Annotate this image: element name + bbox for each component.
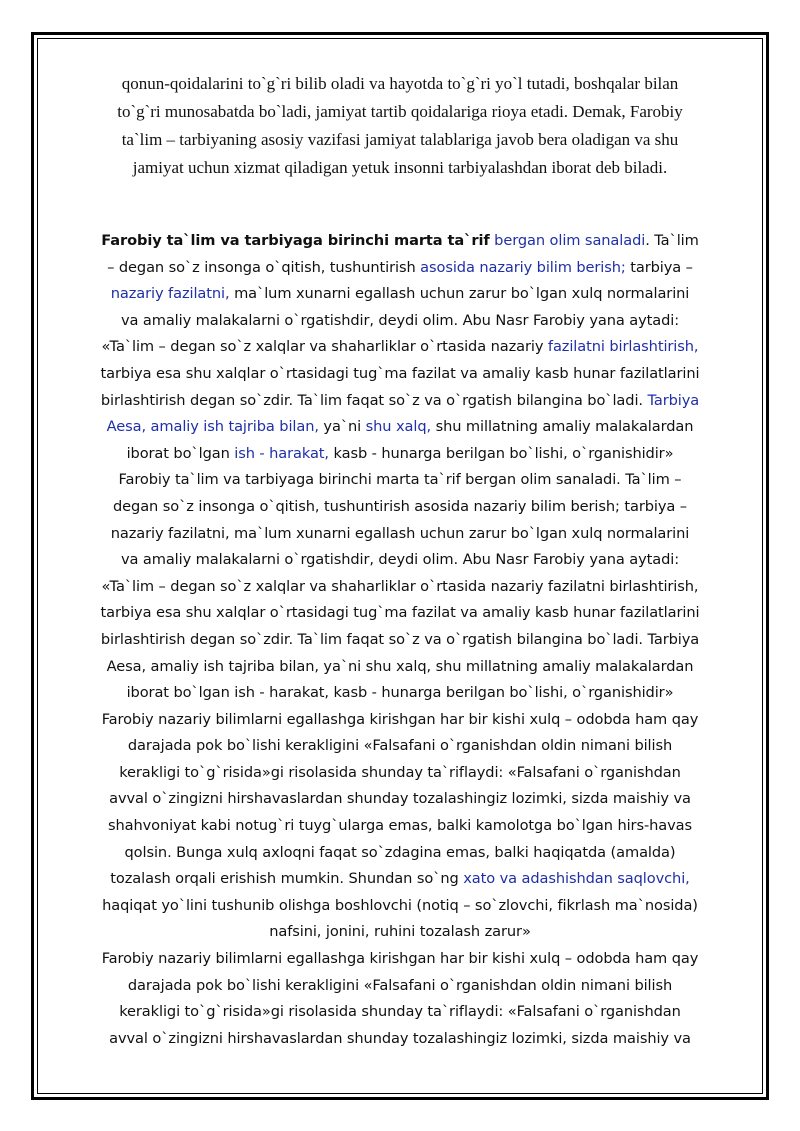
text-run: haqiqat yo`lini tushunib olishga boshlovchi (notiq – so`zlovchi, fikrlash ma`nosida) nafsini, jonini, ruhini tozalash zarur» <box>102 896 698 941</box>
paragraph-farobiy-definition <box>100 228 700 467</box>
highlighted-text: nazariy fazilatni, <box>110 285 230 303</box>
intro-paragraph: qonun-qoidalarini to`g`ri bilib oladi va hayotda to`g`ri yo`l tutadi, boshqalar bilan to`g`ri munosabatda bo`ladi, jamiyat tartib qoidalariga rioya etadi. Demak, Farobiy ta`lim – tarbiyaning asosiy vazifasi jamiyat talablariga javob bera oladigan va shu jamiyat uchun xizmat qiladigan yetuk insonni tarbiyalashdan iborat deb biladi. <box>117 74 683 177</box>
text-run: tarbiya esa shu xalqlar o`rtasidagi tug`ma fazilat va amaliy kasb hunar fazilatlarini birlashtirish degan so`zdir. Ta`lim faqat so`z va o`rgatish bilangina bo`ladi. <box>100 364 700 409</box>
paragraph-gap <box>100 182 700 228</box>
text-run: tarbiya – <box>625 258 693 276</box>
highlighted-text: xato va adashishdan saqlovchi, <box>463 870 690 888</box>
highlighted-text: fazilatni birlashtirish, <box>547 338 699 356</box>
text-run: shu millatning amaliy malakalardan iborat bo`lgan <box>126 418 694 462</box>
document-body <box>100 70 700 1052</box>
paragraph-farobiy-definition-repeat: Farobiy ta`lim va tarbiyaga birinchi marta ta`rif bergan olim sanaladi. Ta`lim – degan so`z insonga o`qitish, tushuntirish asosida nazariy bilim berish; tarbiya – nazariy fazilatni, ma`lum xunarni egallash uchun zarur bo`lgan xulq normalarini va amaliy malakalarni o`rgatishdir, deydi olim. Abu Nasr Farobiy yana aytadi: «Ta`lim – degan so`z xalqlar va shaharliklar o`rtasida nazariy fazilatni birlashtirish, tarbiya esa shu xalqlar o`rtasidagi tug`ma fazilat va amaliy kasb hunar fazilatlarini birlashtirish degan so`zdir. Ta`lim faqat so`z va o`rgatish bilangina bo`ladi. Tarbiya Aesa, amaliy ish tajriba bilan, ya`ni shu xalq, shu millatning amaliy malakalardan iborat bo`lgan ish - harakat, kasb - hunarga berilgan bo`lishi, o`rganishidir» <box>100 471 700 702</box>
highlighted-text: shu xalq, <box>365 418 432 436</box>
bold-lead: Farobiy ta`lim va tarbiyaga birinchi marta ta`rif <box>101 232 490 249</box>
text-run: ya`ni <box>318 418 366 436</box>
text-run: ma`lum xunarni egallash uchun zarur bo`lgan xulq normalarini va amaliy malakalarni o`rgatishdir, deydi olim. Abu Nasr Farobiy yana aytadi: «Ta`lim – degan so`z xalqlar va shaharliklar o`rtasida nazariy <box>101 285 690 356</box>
highlighted-text: asosida nazariy bilim berish; <box>420 258 626 276</box>
text-run: . Ta`lim – degan so`z insonga o`qitish, tushuntirish <box>107 232 699 276</box>
highlighted-text: bergan olim sanaladi <box>489 232 646 249</box>
paragraph-falsafa-repeat: Farobiy nazariy bilimlarni egallashga kirishgan har bir kishi xulq – odobda ham qay darajada pok bo`lishi kerakligini «Falsafani o`rganishdan oldin nimani bilish kerakligi to`g`risida»gi risolasida shunday ta`riflaydi: «Falsafani o`rganishdan avval o`zingizni hirshavaslardan shunday tozalashingiz lozimki, sizda maishiy va <box>101 950 699 1047</box>
highlighted-text: Tarbiya Aesa, amaliy ish tajriba bilan, <box>106 391 700 436</box>
highlighted-text: ish - harakat, <box>234 444 329 462</box>
text-run: kasb - hunarga berilgan bo`lishi, o`rganishidir» <box>328 444 674 462</box>
text-run: Farobiy nazariy bilimlarni egallashga kirishgan har bir kishi xulq – odobda ham qay darajada pok bo`lishi kerakligini «Falsafani o`rganishdan oldin nimani bilish kerakligi to`g`risida»gi risolasida shunday ta`riflaydi: «Falsafani o`rganishdan avval o`zingizni hirshavaslardan shunday tozalashingiz lozimki, sizda maishiy va shahvoniyat kabi notug`ri tuyg`ularga emas, balki kamolotga bo`lgan hirs-havas qolsin. Bunga xulq axloqni faqat so`zdagina emas, balki haqiqatda (amalda) tozalash orqali erishish mumkin. Shundan so`ng <box>101 710 699 888</box>
paragraph-falsafa <box>100 707 700 946</box>
